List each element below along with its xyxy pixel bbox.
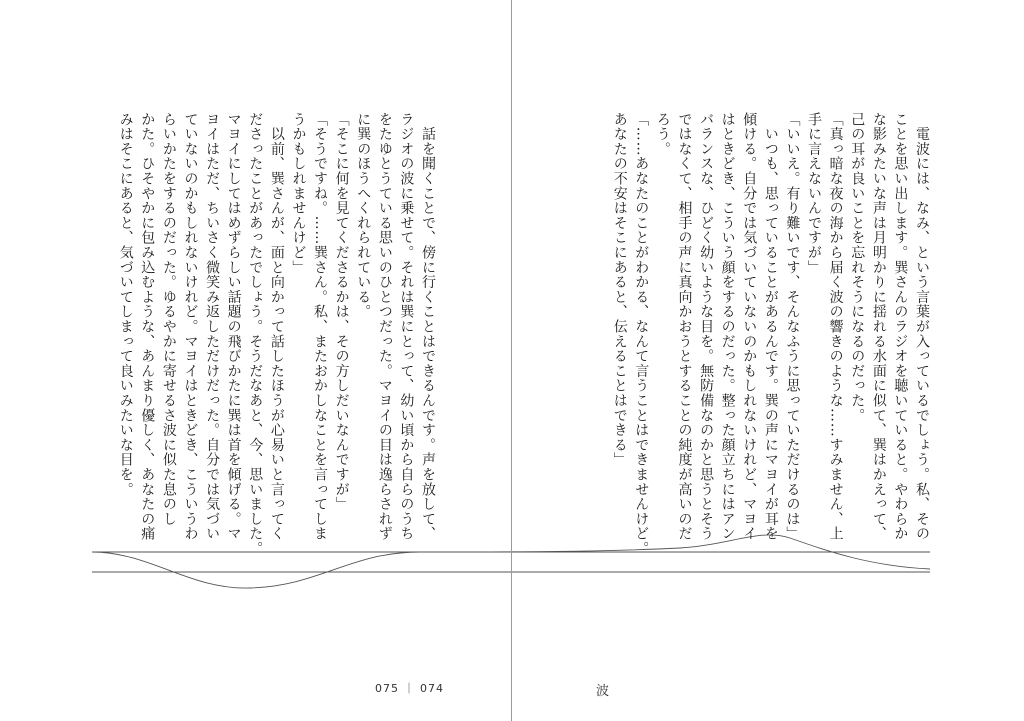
text-line: 「そうですね。……巽さん。私、またおかしなことを言ってしま (312, 112, 329, 542)
text-line: はときどき、こういう顔をするのだった。整った顔立ちにはアン (719, 112, 736, 542)
text-line: ていないのかもしれないけれど。マヨイはときどき、こういうわ (182, 112, 199, 542)
text-line: バランスな、ひどく幼いような目を。無防備なのかと思うとそう (698, 112, 715, 542)
right-page (512, 0, 1023, 721)
text-line: うかもしれませんけど」 (290, 112, 307, 275)
text-line: 傾ける。自分では気づいていないのかもしれないけれど、マヨイ (741, 112, 758, 542)
text-line: 「……あなたのことがわかる、なんて言うことはできませんけど。 (633, 112, 650, 556)
text-line: マヨイにしてはめずらしい話題の飛びかたに巽は首を傾げる。マ (225, 112, 242, 542)
text-line: をたゆとうている思いのひとつだった。マヨイの目は逸らされず (376, 112, 393, 542)
text-line: かた。ひそやかに包み込むような、あんまり優しく、あなたの痛 (139, 112, 156, 542)
text-line: 「そこに何を見てくださるかは、その方しだいなんですが」 (333, 112, 350, 512)
text-line: 己の耳が良いことを忘れそうになるのだった。 (849, 112, 866, 423)
text-line: ラジオの波に乗せて。それは巽にとって、幼い頃から自らのうち (398, 112, 415, 542)
page-numbers: 075 ｜ 074 (375, 682, 444, 695)
text-line: みはそこにあると、気づいてしまって良いみたいな目を。 (117, 112, 134, 497)
text-line: ださったことがあったでしょう。そうだなあと、今、思いました。 (247, 112, 264, 556)
text-line: 「いいえ。有り難いです、そんなふうに思っていただけるのは」 (784, 112, 801, 542)
text-line: 手に言えないんですが」 (806, 112, 823, 275)
right-page-text (592, 112, 932, 556)
text-line: あなたの不安はそこにあると、伝えることはできる」 (611, 112, 628, 468)
text-line: いつも、思っていることがあるんです。巽の声にマヨイが耳を (762, 112, 779, 542)
text-line: ヨイはただ、ちいさく微笑み返しただけだった。自分では気づい (204, 112, 221, 542)
text-line: らいかたをするのだった。ゆるやかに寄せるさ波に似た息のし (160, 112, 177, 527)
text-line: ことを思い出します。巽さんのラジオを聴いていると。やわらか (892, 112, 909, 542)
left-page (0, 0, 511, 721)
text-line: 電波には、なみ、という言葉が入っているでしょう。私、その (914, 112, 930, 542)
text-line: ろう。 (654, 112, 671, 157)
text-line: ではなくて、相手の声に真向かおうとすることの純度が高いのだ (676, 112, 693, 542)
text-line: な影みたいな声は月明かりに揺れる水面に似て、巽はかえって、 (870, 112, 887, 542)
left-page-text (108, 112, 438, 556)
text-line: 以前、巽さんが、面と向かって話したほうが心易いと言ってく (268, 112, 285, 542)
text-line: に巽のほうへくれられている。 (355, 112, 372, 320)
book-title: 波 (596, 684, 611, 699)
text-line: 「真っ暗な夜の海から届く波の響きのような……すみません、上 (827, 112, 844, 542)
text-line: 話を聞くことで、傍に行くことはできるんです。声を放して、 (420, 112, 436, 542)
